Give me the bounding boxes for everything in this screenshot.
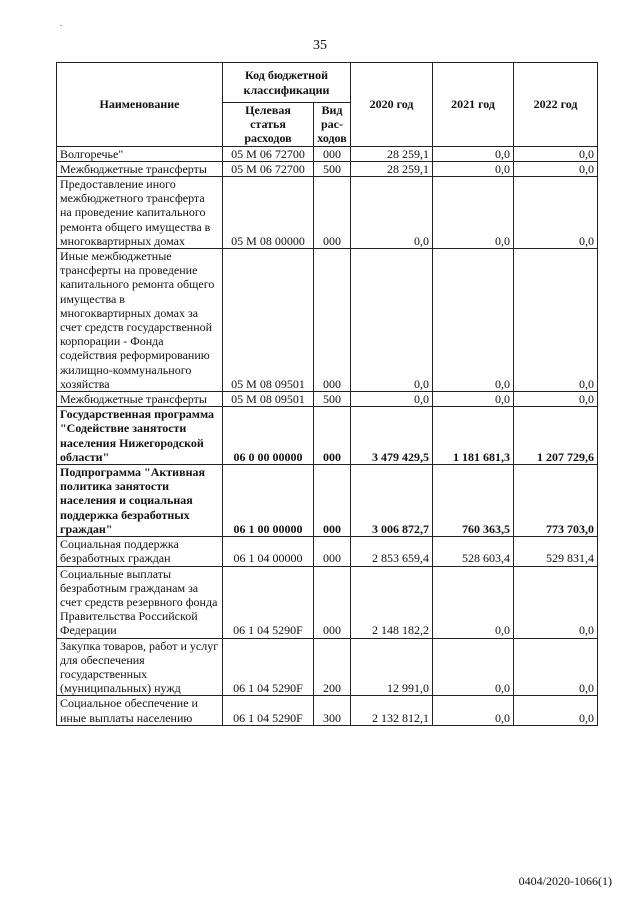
cell-name: Предоставление иного межбюджетного трансферта на проведение капитального ремонта общего имущества в многоквартирных домах — [57, 177, 223, 249]
cell-y2020: 28 259,1 — [351, 161, 433, 176]
page-number: 35 — [313, 38, 327, 53]
table-row — [57, 696, 598, 725]
cell-y2021: 0,0 — [433, 696, 514, 725]
table-row — [57, 161, 598, 176]
cell-type: 000 — [314, 566, 351, 638]
cell-y2020: 0,0 — [351, 177, 433, 249]
cell-type: 000 — [314, 177, 351, 249]
cell-name: Межбюджетные трансферты — [57, 392, 223, 407]
cell-y2020: 0,0 — [351, 249, 433, 392]
cell-type: 000 — [314, 537, 351, 566]
cell-name: Волгоречье" — [57, 146, 223, 161]
cell-name: Социальные выплаты безработным гражданам за счет средств резервного фонда Правительства Российской Федерации — [57, 566, 223, 638]
cell-type: 300 — [314, 696, 351, 725]
cell-y2022: 0,0 — [514, 566, 598, 638]
cell-name: Подпрограмма "Активная политика занятости населения и социальная поддержка безработных граждан" — [57, 465, 223, 537]
cell-y2020: 2 148 182,2 — [351, 566, 433, 638]
cell-y2021: 0,0 — [433, 249, 514, 392]
cell-code: 05 М 06 72700 — [223, 146, 314, 161]
table-row — [57, 638, 598, 696]
budget-table — [56, 62, 598, 726]
cell-y2020: 3 479 429,5 — [351, 407, 433, 465]
cell-type: 000 — [314, 249, 351, 392]
cell-code: 06 1 04 5290F — [223, 566, 314, 638]
table-body — [57, 146, 598, 725]
cell-code: 06 0 00 00000 — [223, 407, 314, 465]
cell-y2021: 0,0 — [433, 161, 514, 176]
cell-type: 500 — [314, 392, 351, 407]
cell-type: 000 — [314, 465, 351, 537]
cell-y2021: 0,0 — [433, 392, 514, 407]
cell-y2022: 0,0 — [514, 696, 598, 725]
cell-code: 05 М 08 00000 — [223, 177, 314, 249]
cell-name: Государственная программа "Содействие занятости населения Нижегородской области" — [57, 407, 223, 465]
header-2020: 2020 год — [351, 63, 433, 147]
cell-y2022: 0,0 — [514, 146, 598, 161]
cell-type: 500 — [314, 161, 351, 176]
cell-type: 200 — [314, 638, 351, 696]
cell-code: 05 М 06 72700 — [223, 161, 314, 176]
cell-y2022: 0,0 — [514, 161, 598, 176]
table-row — [57, 177, 598, 249]
cell-type: 000 — [314, 407, 351, 465]
cell-name: Социальная поддержка безработных граждан — [57, 537, 223, 566]
header-name: Наименование — [57, 63, 223, 147]
cell-y2022: 1 207 729,6 — [514, 407, 598, 465]
cell-name: Социальное обеспечение и иные выплаты населению — [57, 696, 223, 725]
cell-code: 06 1 04 00000 — [223, 537, 314, 566]
cell-code: 05 М 08 09501 — [223, 392, 314, 407]
cell-name: Межбюджетные трансферты — [57, 161, 223, 176]
cell-y2022: 529 831,4 — [514, 537, 598, 566]
cell-code: 05 М 08 09501 — [223, 249, 314, 392]
header-kbk: Код бюджетной классификации — [223, 63, 351, 103]
cell-y2022: 0,0 — [514, 392, 598, 407]
cell-y2020: 2 853 659,4 — [351, 537, 433, 566]
table-row — [57, 465, 598, 537]
table-row — [57, 146, 598, 161]
cell-name: Закупка товаров, работ и услуг для обеспечения государственных (муниципальных) нужд — [57, 638, 223, 696]
cell-y2022: 0,0 — [514, 177, 598, 249]
scan-dot: . — [60, 19, 62, 28]
cell-code: 06 1 04 5290F — [223, 696, 314, 725]
document-code: 0404/2020-1066(1) — [518, 874, 612, 888]
cell-y2021: 1 181 681,3 — [433, 407, 514, 465]
cell-y2020: 3 006 872,7 — [351, 465, 433, 537]
cell-y2022: 0,0 — [514, 249, 598, 392]
table-row — [57, 392, 598, 407]
header-2022: 2022 год — [514, 63, 598, 147]
cell-y2020: 0,0 — [351, 392, 433, 407]
cell-code: 06 1 04 5290F — [223, 638, 314, 696]
cell-y2021: 0,0 — [433, 638, 514, 696]
cell-name: Иные межбюджетные трансферты на проведение капитального ремонта общего имущества в многоквартирных домах за счет средств государственной корпорации - Фонда содействия реформированию жилищно-коммунального хозяйства — [57, 249, 223, 392]
cell-y2022: 773 703,0 — [514, 465, 598, 537]
table-row — [57, 249, 598, 392]
cell-y2022: 0,0 — [514, 638, 598, 696]
cell-y2020: 12 991,0 — [351, 638, 433, 696]
cell-y2021: 760 363,5 — [433, 465, 514, 537]
cell-y2021: 528 603,4 — [433, 537, 514, 566]
cell-y2021: 0,0 — [433, 146, 514, 161]
cell-y2021: 0,0 — [433, 566, 514, 638]
header-target: Целевая статья расходов — [223, 103, 314, 147]
header-type: Вид рас-ходов — [314, 103, 351, 147]
cell-y2020: 2 132 812,1 — [351, 696, 433, 725]
table-row — [57, 407, 598, 465]
table-row — [57, 566, 598, 638]
header-2021: 2021 год — [433, 63, 514, 147]
cell-code: 06 1 00 00000 — [223, 465, 314, 537]
cell-y2021: 0,0 — [433, 177, 514, 249]
cell-y2020: 28 259,1 — [351, 146, 433, 161]
cell-type: 000 — [314, 146, 351, 161]
table-row — [57, 537, 598, 566]
